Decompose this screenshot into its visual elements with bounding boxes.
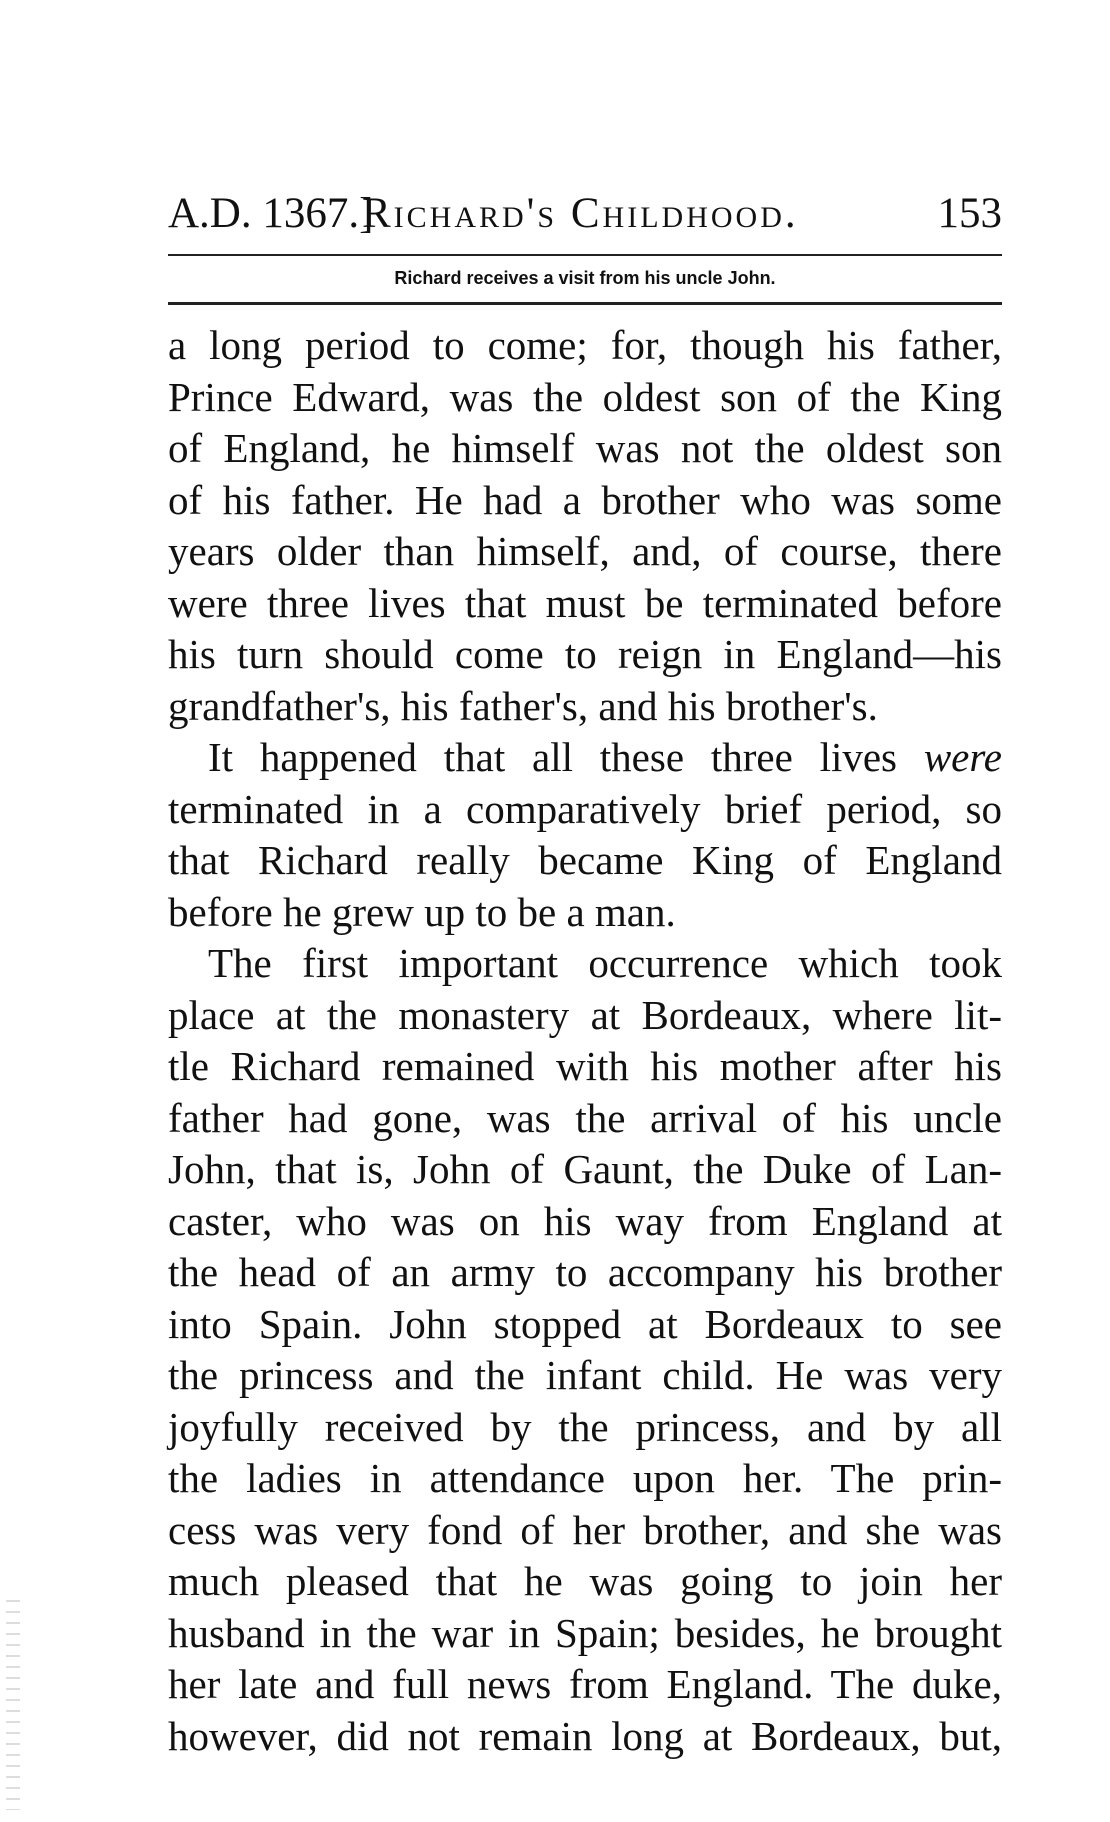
italic-word: were [923, 734, 1003, 780]
text-line: his turn should come to reign in England—his [168, 631, 1002, 677]
text-line: place at the monastery at Bordeaux, where lit- [168, 991, 1002, 1038]
text-line: It happened that all these three lives [208, 734, 898, 780]
text-line: however, did not remain long at Bordeaux, but, [168, 1712, 1002, 1759]
text-line: the princess and the infant child. He was very [168, 1352, 1002, 1398]
section-subheading: Richard receives a visit from his uncle John. [394, 268, 776, 288]
header-title: Richard's Childhood. [362, 190, 799, 237]
text-line: a long period to come; for, though his father, [168, 322, 1002, 368]
text-line-italic [168, 732, 1002, 784]
text-line: the head of an army to accompany his brother [168, 1249, 1002, 1295]
text-line: of England, he himself was not the oldest son [168, 425, 1002, 471]
text-line: John, that is, John of Gaunt, the Duke of Lan- [168, 1146, 1002, 1192]
text-line: The first important occurrence which took [208, 940, 1002, 986]
text-line: the ladies in attendance upon her. The prin- [168, 1455, 1002, 1501]
text-line: much pleased that he was going to join her [168, 1558, 1002, 1604]
header-date: A.D. 1367.] [168, 190, 374, 237]
page-number: 153 [937, 190, 1002, 237]
text-line: into Spain. John stopped at Bordeaux to see [168, 1300, 1002, 1347]
text-line: her late and full news from England. The duke, [168, 1661, 1002, 1707]
text-line: tle Richard remained with his mother after his [168, 1043, 1002, 1089]
text-line: years older than himself, and, of course, there [168, 528, 1002, 574]
header-rule-top [168, 254, 1002, 256]
text-line: terminated in a comparatively brief period, so [168, 785, 1002, 832]
text-line: husband in the war in Spain; besides, he brought [168, 1609, 1002, 1656]
text-line: of his father. He had a brother who was some [168, 476, 1002, 523]
text-line: joyfully received by the princess, and by all [168, 1403, 1002, 1450]
text-line: before he grew up to be a man. [168, 888, 676, 935]
scan-edge-speckle [6, 1600, 20, 1810]
text-line: that Richard really became King of England [168, 837, 1002, 883]
text-line: Prince Edward, was the oldest son of the King [168, 373, 1002, 420]
text-line: grandfather's, his father's, and his brother's. [168, 682, 878, 729]
header-rule-bottom [168, 302, 1002, 305]
body-text [168, 320, 1002, 1762]
text-line: cess was very fond of her brother, and she was [168, 1506, 1002, 1553]
text-line: father had gone, was the arrival of his uncle [168, 1094, 1002, 1141]
text-line: were three lives that must be terminated before [168, 579, 1002, 626]
running-header [168, 188, 1002, 240]
text-line: caster, who was on his way from England at [168, 1197, 1002, 1244]
